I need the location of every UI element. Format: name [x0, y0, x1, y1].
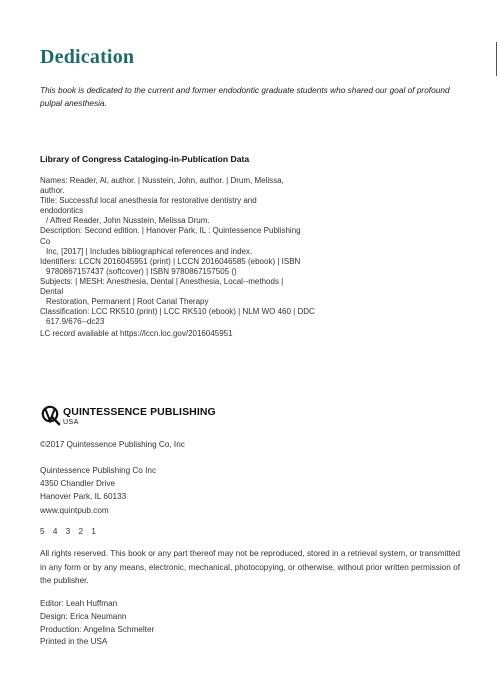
publisher-logo	[40, 404, 240, 426]
cip-line: author.	[40, 186, 65, 196]
cip-line: Names: Reader, Al, author. | Nusstein, John, author. | Drum, Melissa,	[40, 176, 284, 185]
print-run: 5 4 3 2 1	[40, 527, 97, 536]
publisher-sub: USA	[63, 419, 79, 426]
cip-line: Dental	[40, 287, 64, 297]
address-line: www.quintpub.com	[40, 505, 109, 515]
cip-line: endodontics	[40, 206, 84, 216]
address-line: Hanover Park, IL 60133	[40, 492, 127, 502]
address-line: 4350 Chandler Drive	[40, 479, 116, 489]
cip-line: Co	[40, 236, 51, 246]
cip-line: Description: Second edition. | Hanover Park, IL : Quintessence Publishing	[40, 226, 301, 236]
cip-line: 617.9/676--dc23	[46, 317, 105, 327]
address-line: Quintessence Publishing Co Inc	[40, 466, 157, 475]
cip-title: Library of Congress Cataloging-in-Publication Data	[40, 154, 250, 164]
credit-line: Production: Angelina Schmelter	[40, 624, 155, 634]
lc-record-link: LC record available at https://lccn.loc.gov/2016045951	[40, 329, 233, 339]
cip-line: Inc, [2017] | Includes bibliographical references and index.	[46, 246, 253, 256]
margin-rule	[496, 42, 500, 76]
credit-line: Design: Erica Neumann	[40, 611, 127, 621]
cip-line: / Alfred Reader, John Nusstein, Melissa Drum.	[46, 216, 210, 226]
copyright-line: ©2017 Quintessence Publishing Co, Inc	[40, 440, 185, 449]
publisher-name: QUINTESSENCE PUBLISHING	[63, 406, 216, 418]
credit-line: Editor: Leah Huffman	[40, 599, 118, 608]
cip-line: Restoration, Permanent | Root Canal Therapy	[46, 297, 209, 307]
quintessence-logo-icon	[40, 404, 62, 426]
cip-line: Classification: LCC RK510 (print) | LCC RK510 (ebook) | NLM WO 460 | DDC	[40, 307, 315, 317]
credits	[40, 598, 154, 649]
rights-notice: All rights reserved. This book or any part thereof may not be reproduced, stored in a retrieval system, or transmitted in any form or by any means, electronic, mechanical, photocopying, or otherwise, without prior written permission of the publisher.	[40, 549, 460, 586]
publisher-address	[40, 464, 156, 517]
cip-line: Identifiers: LCCN 2016045951 (print) | LCCN 2016046585 (ebook) | ISBN	[40, 256, 301, 266]
dedication-heading: Dedication	[40, 46, 135, 68]
cip-block	[40, 176, 315, 340]
dedication-text: This book is dedicated to the current and former endodontic graduate students who shared our goal of profound pulpal anesthesia.	[40, 85, 450, 108]
cip-line: 9780867157437 (softcover) | ISBN 9780867157505 ()	[46, 266, 237, 276]
credit-line: Printed in the USA	[40, 637, 108, 647]
cip-line: Title: Successful local anesthesia for restorative dentistry and	[40, 196, 257, 206]
cip-line: Subjects: | MESH: Anesthesia, Dental | Anesthesia, Local--methods |	[40, 276, 284, 286]
